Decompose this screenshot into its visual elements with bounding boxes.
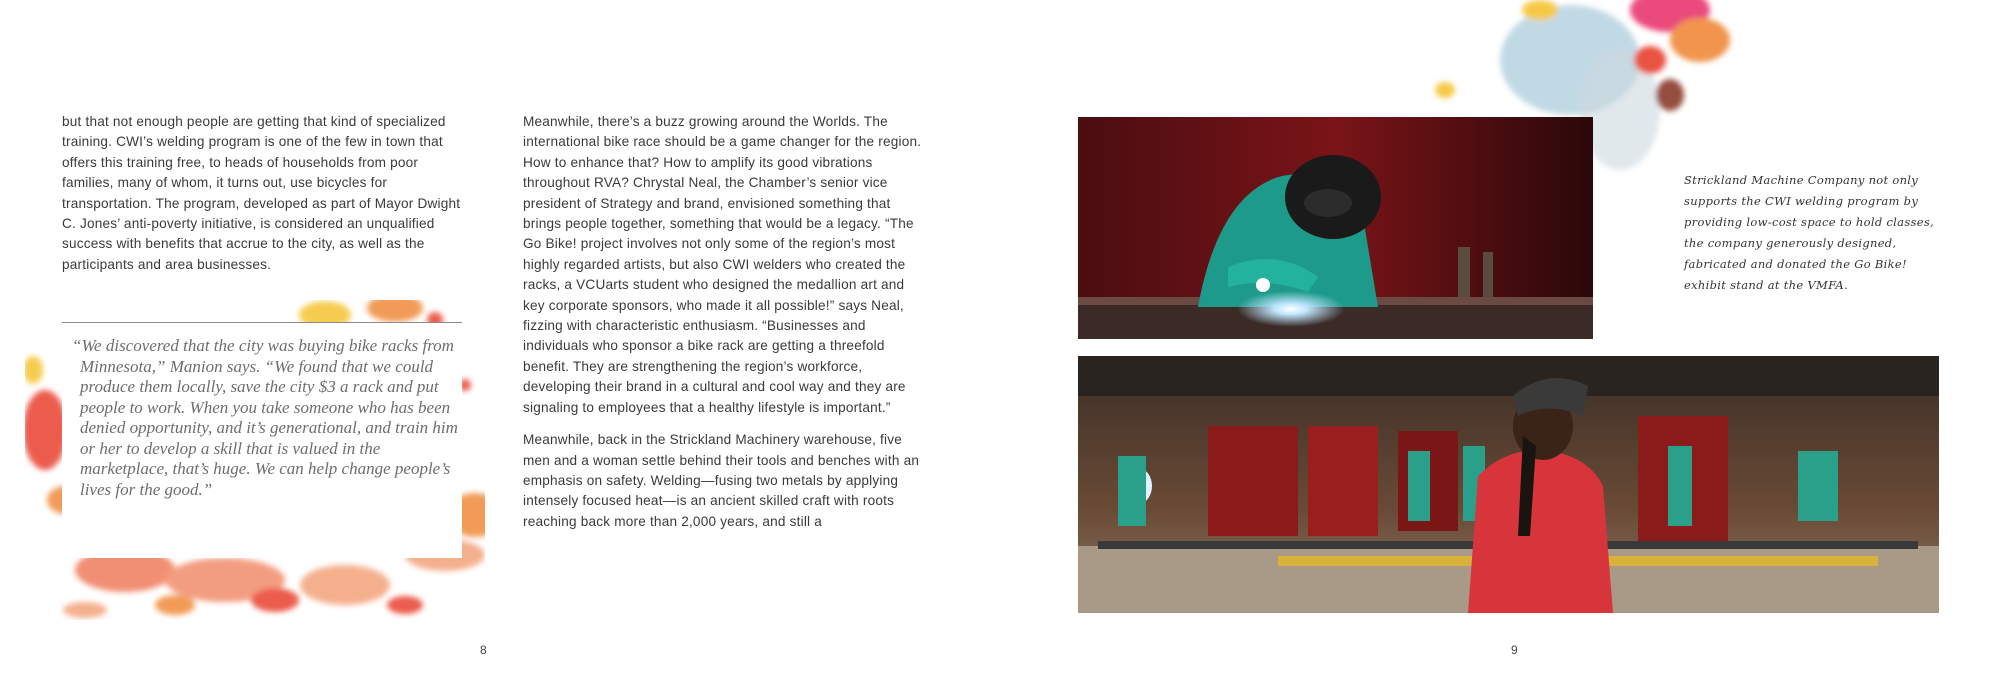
pull-quote-text: “We discovered that the city was buying bike racks from Minnesota,” Manion says. “We found that we could produce them locally, save the city $3 a rack and put people to work. When you take someone who has been denied opportunity, and it’s generational, and train him or her to develop a skill that is valued in the marketplace, that’s huge. We can help change people’s lives for the good.” xyxy=(72,336,458,499)
body-column-left xyxy=(62,112,462,287)
page-number-left: 8 xyxy=(480,643,487,657)
body-paragraph: Meanwhile, back in the Strickland Machinery warehouse, five men and a woman settle behind their tools and benches with an emphasis on safety. Welding—fusing two metals by applying intensely focused heat—is an ancient skilled craft with roots reaching back more than 2,000 years, and still a xyxy=(523,432,920,529)
welder-at-work-photo xyxy=(1078,117,1593,339)
welding-workshop-photo xyxy=(1078,356,1939,613)
body-paragraph: but that not enough people are getting that kind of specialized training. CWI’s welding program is one of the few in town that offers this training free, to heads of households from poor families, many of whom, it turns out, use bicycles for transportation. The program, developed as part of Mayor Dwight C. Jones’ anti-poverty initiative, is considered an unqualified success with benefits that accrue to the city, as well as the participants and area businesses. xyxy=(62,114,461,272)
pull-quote xyxy=(62,322,462,558)
page-number-right: 9 xyxy=(1511,643,1518,657)
body-column-middle xyxy=(523,112,923,544)
photo-caption: Strickland Machine Company not only supports the CWI welding program by providing low-cost space to hold classes, the company generously designed, fabricated and donated the Go Bike! exhibit stand at the VMFA. xyxy=(1684,173,1934,292)
body-paragraph: Meanwhile, there’s a buzz growing around the Worlds. The international bike race should be a game changer for the region. How to enhance that? How to amplify its good vibrations throughout RVA? Chrystal Neal, the Chamber’s senior vice president of Strategy and brand, envisioned something that brings people together, something that would be a legacy. “The Go Bike! project involves not only some of the region’s most highly regarded artists, but also CWI welders who created the racks, a VCUarts student who designed the medallion art and key corporate sponsors, who made it all possible!” says Neal, fizzing with characteristic enthusiasm. “Businesses and individuals who sponsor a bike rack are getting a threefold benefit. They are strengthening the region’s workforce, developing their brand in a cultural and cool way and they are signaling to employees that a healthy lifestyle is important.” xyxy=(523,114,922,415)
quote-divider xyxy=(62,322,462,323)
